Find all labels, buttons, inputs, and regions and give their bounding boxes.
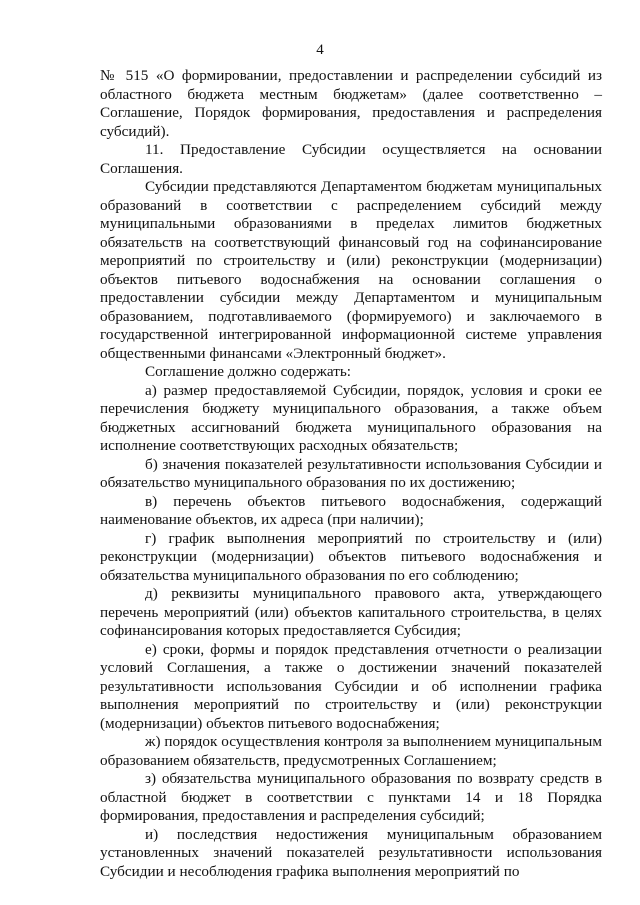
paragraph-4: Соглашение должно содержать: <box>145 363 352 380</box>
list-item-e: е) сроки, формы и порядок представления отчетности о реализации условий Соглашения, а также о достижении значений показателей результативности использования Субсидии и об исполнении графика выполнения мероприятий по строительству и (или) реконструкции (модернизации) объектов питьевого водоснабжения; <box>100 640 602 732</box>
paragraph-1: № 515 «О формировании, предоставлении и распределении субсидий из областного бюджета местным бюджетам» (далее соответственно – Соглашение, Порядок формирования, предоставления и распределения субсидий). <box>100 67 602 140</box>
document-body <box>100 67 602 881</box>
list-item-d: д) реквизиты муниципального правового акта, утверждающего перечень мероприятий (или) объектов капитального строительства, в целях софинансирования которых предоставляется Субсидия; <box>100 585 602 639</box>
paragraph-3: Субсидии представляются Департаментом бюджетам муниципальных образований в соответствии с распределением субсидий между муниципальными образованиями в пределах лимитов бюджетных обязательств на соответствующий финансовый год на софинансирование мероприятий по строительству и (или) реконструкции (модернизации) объектов питьевого водоснабжения на основании соглашения о предоставлении субсидии между Департаментом и муниципальным образованием, подготавливаемого (формируемого) и заключаемого в государственной интегрированной информационной системе управления общественными финансами «Электронный бюджет». <box>100 178 602 362</box>
list-item-b: б) значения показателей результативности использования Субсидии и обязательство муниципального образования по их достижению; <box>100 455 602 491</box>
list-item-i: и) последствия недостижения муниципальным образованием установленных значений показателей результативности использования Субсидии и несоблюдения графика выполнения мероприятий по <box>100 825 602 880</box>
list-item-z: з) обязательства муниципального образования по возврату средств в областной бюджет в соответствии с пунктами 14 и 18 Порядка формирования, предоставления и распределения субсидий; <box>100 770 602 824</box>
list-item-v: в) перечень объектов питьевого водоснабжения, содержащий наименование объектов, их адреса (при наличии); <box>100 492 602 528</box>
list-item-zh: ж) порядок осуществления контроля за выполнением муниципальным образованием обязательств, предусмотренных Соглашением; <box>100 733 602 769</box>
list-item-g: г) график выполнения мероприятий по строительству и (или) реконструкции (модернизации) объектов питьевого водоснабжения и обязательства муниципального образования по его соблюдению; <box>100 529 602 584</box>
page-number: 4 <box>316 42 324 58</box>
paragraph-2: 11. Предоставление Субсидии осуществляется на основании Соглашения. <box>100 141 602 177</box>
list-item-a: а) размер предоставляемой Субсидии, порядок, условия и сроки ее перечисления бюджету муниципального образования, а также объем бюджетных ассигнований бюджета муниципального образования на исполнение соответствующих расходных обязательств; <box>100 381 602 454</box>
